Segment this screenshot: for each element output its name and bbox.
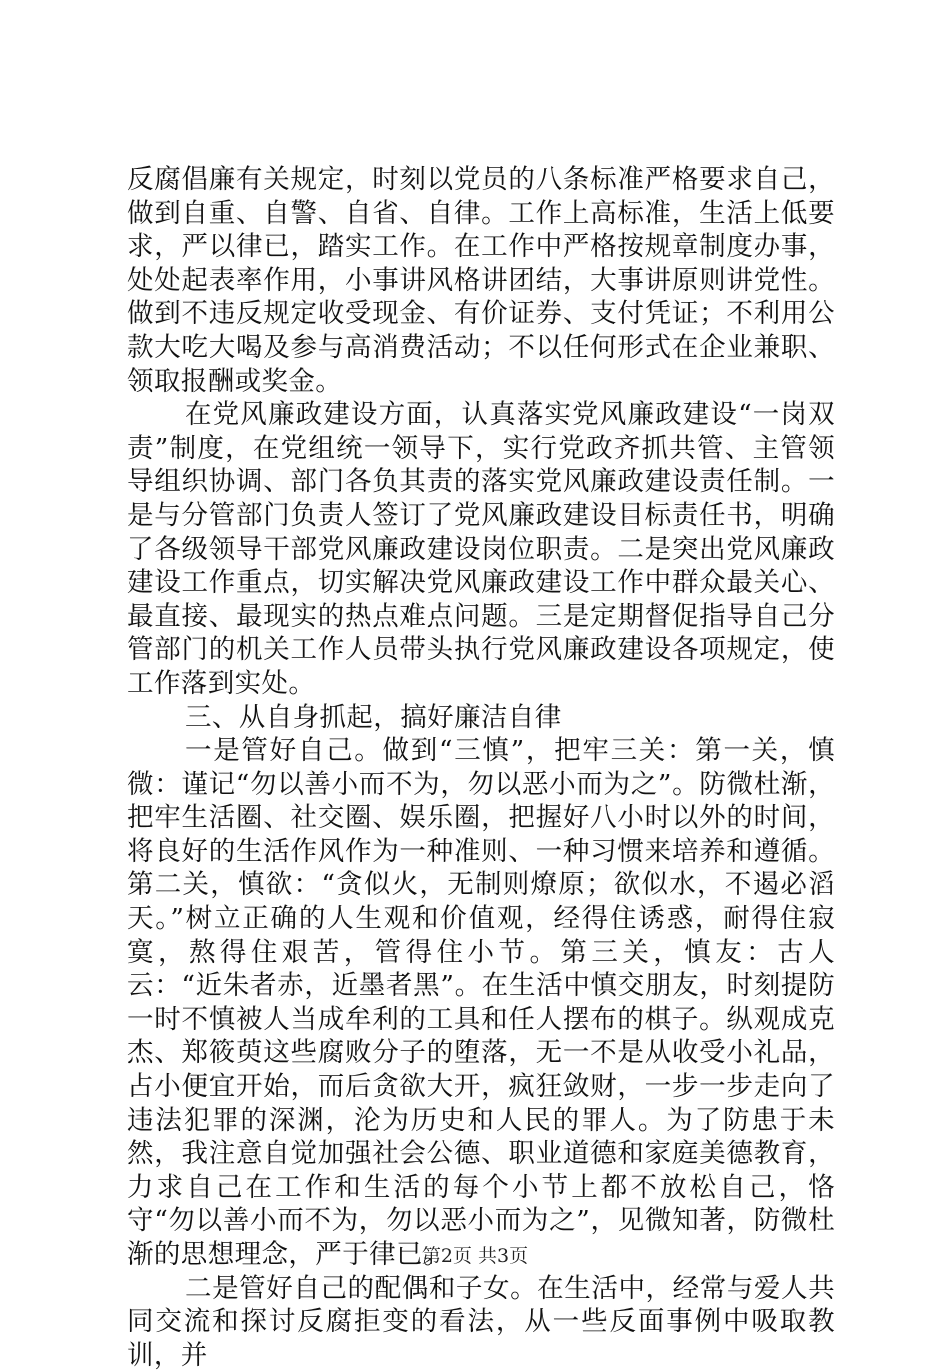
paragraph-discipline: 反腐倡廉有关规定，时刻以党员的八条标准严格要求自己，做到自重、自警、自省、自律。工作上高标准，生活上低要求，严以律已，踏实工作。在工作中严格按规章制度办事，处处起表率作用，小事讲风格讲团结，大事讲原则讲党性。做到不违反规定收受现金、有价证券、支付凭证；不利用公款大吃大喝及参与高消费活动；不以任何形式在企业兼职、领取报酬或奖金。 [127,164,835,397]
paragraph-party-conduct: 在党风廉政建设方面，认真落实党风廉政建设“一岗双责”制度，在党组统一领导下，实行党政齐抓共管、主管领导组织协调、部门各负其责的落实党风廉政建设责任制。一是与分管部门负责人签订了党风廉政建设目标责任书，明确了各级领导干部党风廉政建设岗位职责。二是突出党风廉政建设工作重点，切实解决党风廉政建设工作中群众最关心、最直接、最现实的热点难点问题。三是定期督促指导自己分管部门的机关工作人员带头执行党风廉政建设各项规定，使工作落到实处。 [127,399,835,699]
paragraph-manage-family: 二是管好自己的配偶和子女。在生活中，经常与爱人共同交流和探讨反腐拒变的看法，从一些反面事例中吸取教训，并 [127,1272,835,1371]
page-footer: 第2页 共3页 [421,1245,529,1267]
document-body [127,163,835,1372]
section-heading-self-discipline: 三、从自身抓起，搞好廉洁自律 [185,701,562,733]
paragraph-manage-self: 一是管好自己。做到“三慎”，把牢三关：第一关，慎微：谨记“勿以善小而不为，勿以恶小而为之”。防微杜渐，把牢生活圈、社交圈、娱乐圈，把握好八小时以外的时间，将良好的生活作风作为一种准则、一种习惯来培养和遵循。第二关，慎欲：“贪似火，无制则燎原；欲似水，不遏必滔天。”树立正确的人生观和价值观，经得住诱惑，耐得住寂寞，熬得住艰苦，管得住小节。第三关，慎友：古人云：“近朱者赤，近墨者黑”。在生活中慎交朋友，时刻提防一时不慎被人当成牟利的工具和任人摆布的棋子。纵观成克杰、郑筱萸这些腐败分子的堕落，无一不是从收受小礼品，占小便宜开始，而后贪欲大开，疯狂敛财，一步一步走向了违法犯罪的深渊，沦为历史和人民的罪人。为了防患于未然，我注意自觉加强社会公德、职业道德和家庭美德教育，力求自己在工作和生活的每个小节上都不放松自己，恪守“勿以善小而不为，勿以恶小而为之”，见微知著，防微杜渐的思想理念，严于律已。 [127,735,835,1270]
